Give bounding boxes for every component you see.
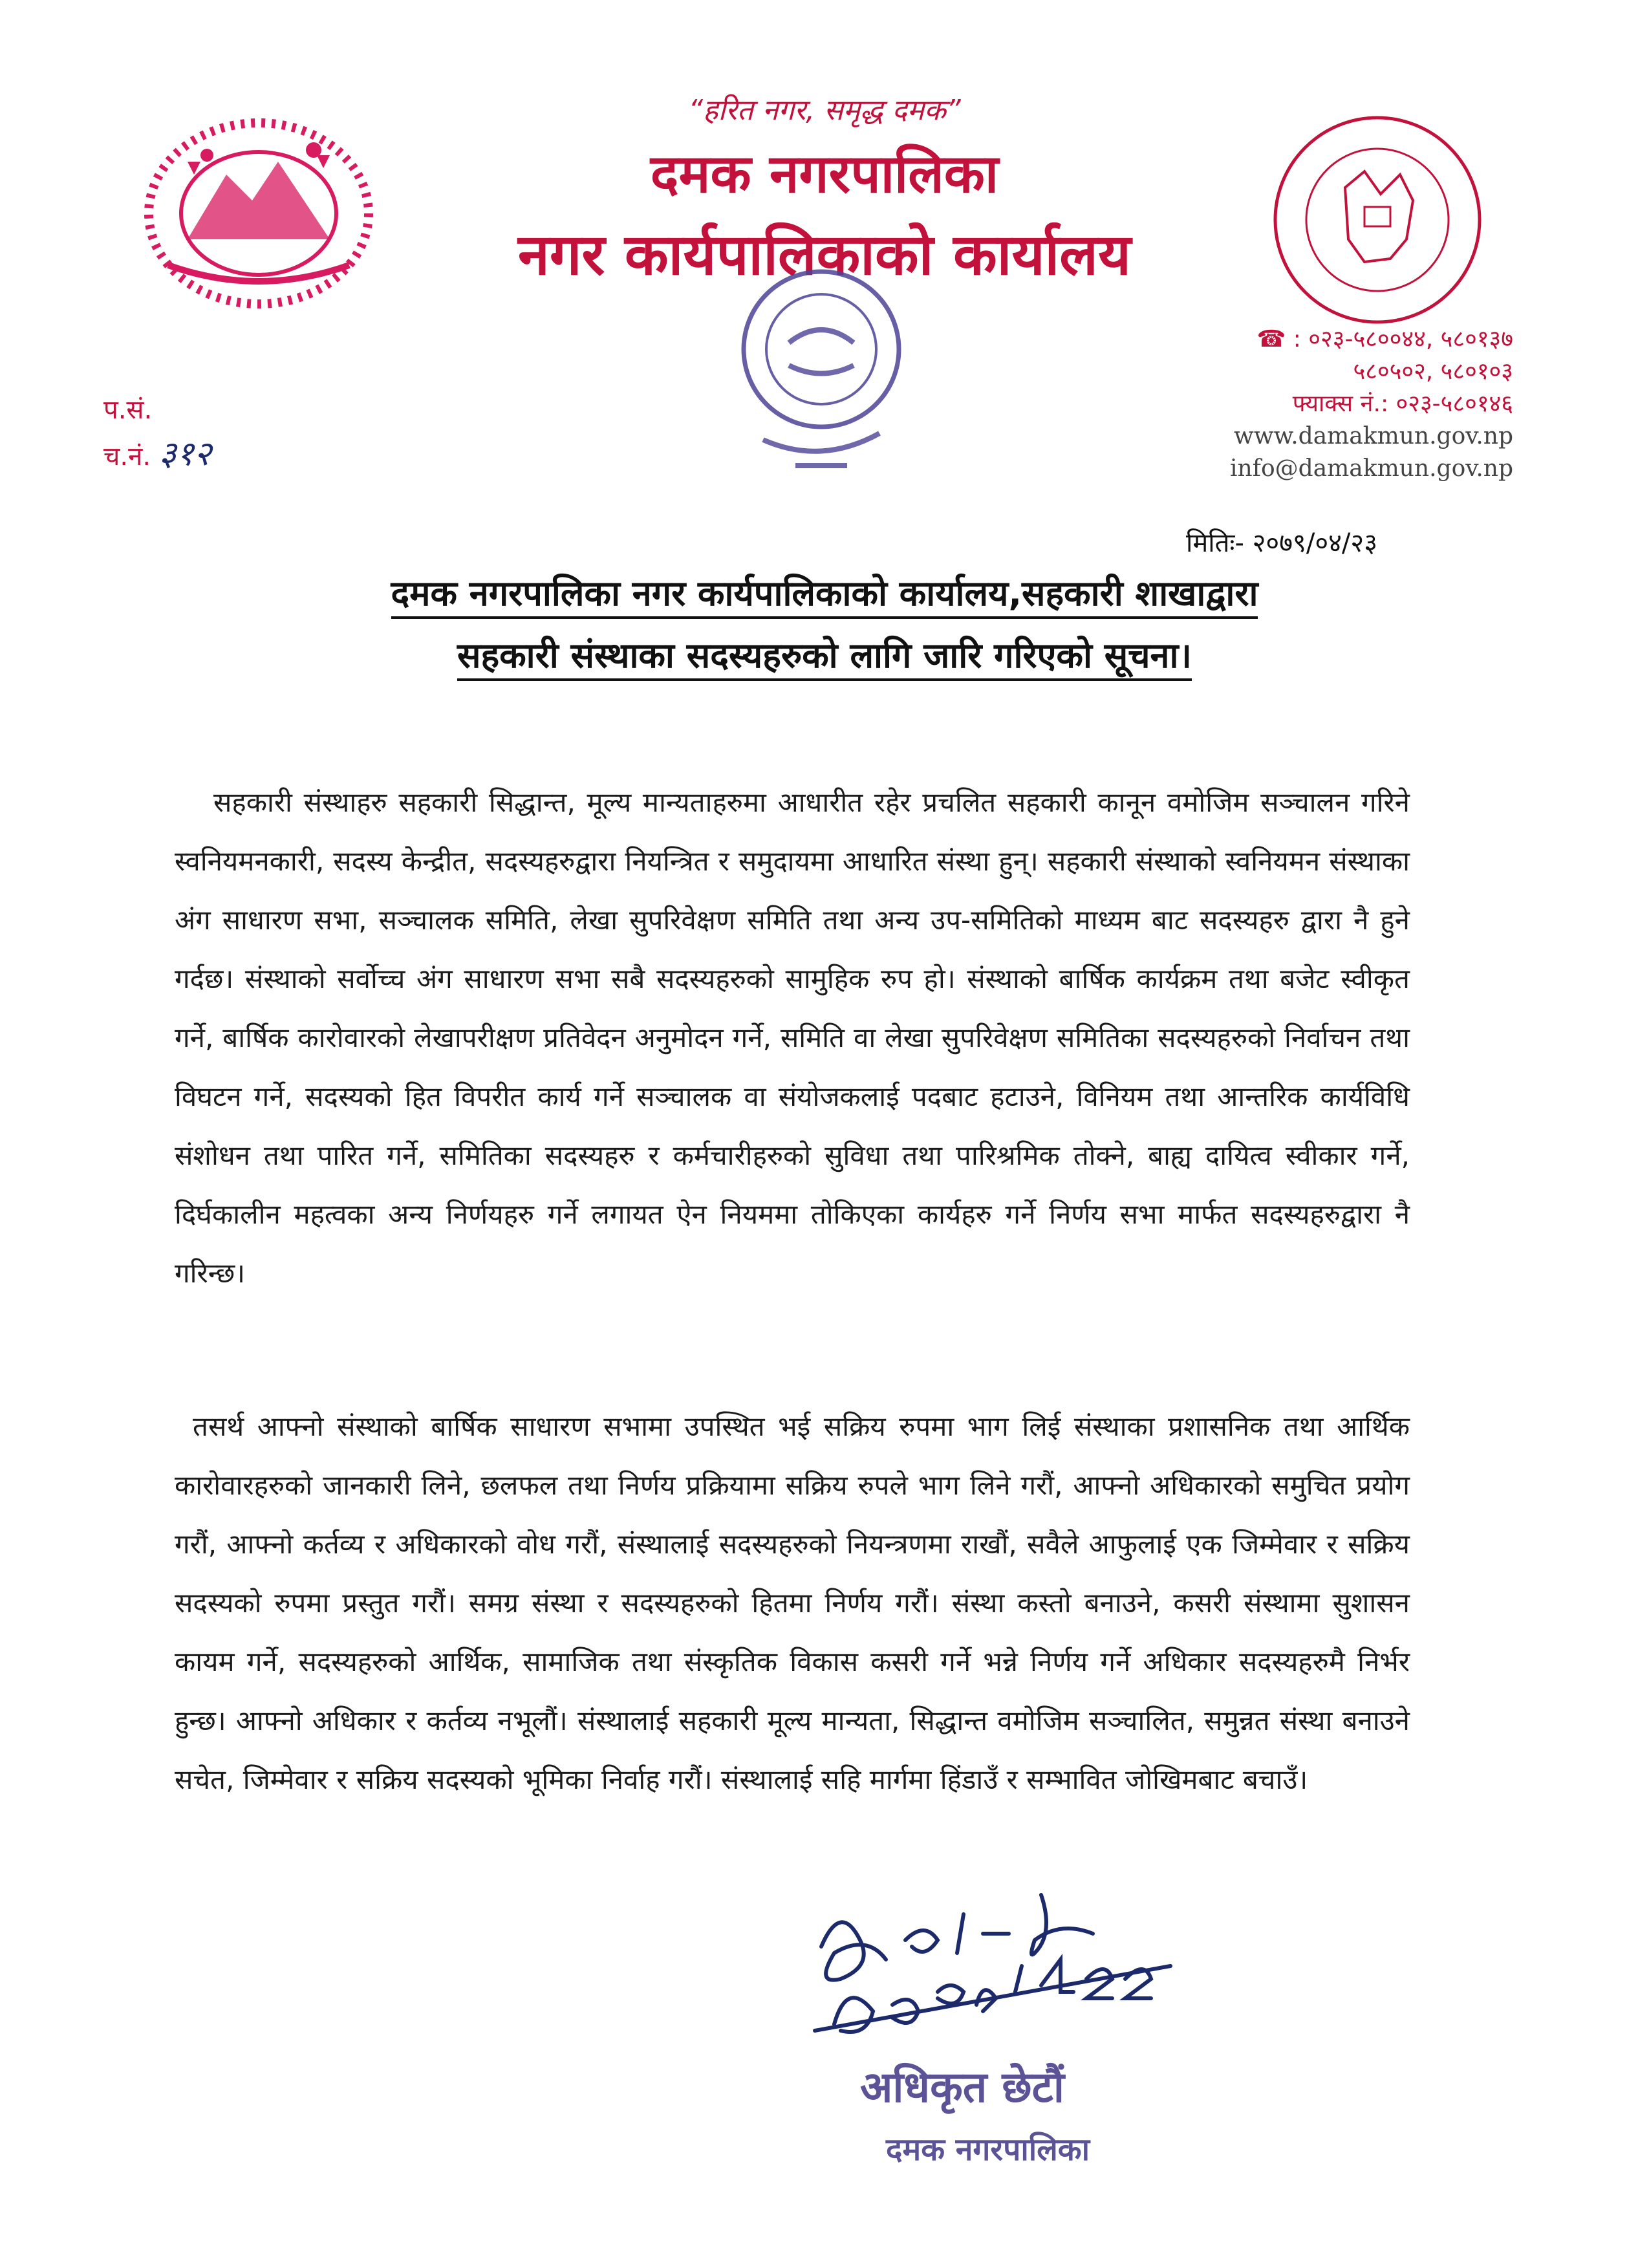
notice-subject — [0, 563, 1649, 687]
contact-block — [1230, 323, 1513, 485]
signer-organization: दमक नगरपालिका — [886, 2132, 1090, 2168]
date-line: मितिः- २०७९/०४/२३ — [1185, 528, 1377, 558]
body-paragraph-2: तसर्थ आफ्नो संस्थाको बार्षिक साधारण सभामा उपस्थित भई सक्रिय रुपमा भाग लिई संस्थाका प्रशासनिक तथा आर्थिक कारोवारहरुको जानकारी लिने, छलफल तथा निर्णय प्रक्रियामा सक्रिय रुपले भाग लिने गरौं, आफ्नो अधिकारको समुचित प्रयोग गरौं, आफ्नो कर्तव्य र अधिकारको वोध गरौं, संस्थालाई सदस्यहरुको नियन्त्रणमा राखौं, सवैले आफुलाई एक जिम्मेवार र सक्रिय सदस्यको रुपमा प्रस्तुत गरौं। समग्र संस्था र सदस्यहरुको हितमा निर्णय गरौं। संस्था कस्तो बनाउने, कसरी संस्थामा सुशासन कायम गर्ने, सदस्यहरुको आर्थिक, सामाजिक तथा संस्कृतिक विकास कसरी गर्ने भन्ने निर्णय गर्ने अधिकार सदस्यहरुमै निर्भर हुन्छ। आफ्नो अधिकार र कर्तव्य नभूलौं। संस्थालाई सहकारी मूल्य मान्यता, सिद्धान्त वमोजिम सञ्चालित, समुन्नत संस्था बनाउने सचेत, जिम्मेवार र सक्रिय सदस्यको भूमिका निर्वाह गरौं। संस्थालाई सहि मार्गमा हिंडाउँ र सम्भावित जोखिमबाट बचाउँ। — [175, 1410, 1410, 1795]
reference-block — [103, 388, 211, 479]
chalani-row — [103, 432, 211, 479]
office-name: नगर कार्यपालिकाको कार्यालय — [518, 221, 1131, 288]
patra-sankhya-label: प.सं. — [103, 395, 153, 425]
email-link[interactable]: info@damakmun.gov.np — [1229, 455, 1513, 482]
organization-name: दमक नगरपालिका — [650, 144, 999, 205]
chalani-label: च.नं. — [103, 442, 151, 471]
office-stamp-icon — [685, 252, 957, 485]
phone-line-continued: ५८०५०२, ५८०१०३ — [1353, 358, 1513, 385]
signer-title: अधिकृत छेटौं — [860, 2062, 1065, 2112]
website-link[interactable]: www.damakmun.gov.np — [1234, 423, 1513, 449]
phone-line: ☎ : ०२३-५८००४४, ५८०१३७ — [1256, 326, 1513, 352]
subject-line-1: दमक नगरपालिका नगर कार्यपालिकाको कार्यालय,सहकारी शाखाद्वारा — [391, 573, 1258, 619]
damak-municipality-seal-icon — [1267, 110, 1487, 330]
tagline: “हरित नगर, समृद्ध दमक” — [688, 94, 961, 127]
body-paragraph-1: सहकारी संस्थाहरु सहकारी सिद्धान्त, मूल्य मान्यताहरुमा आधारीत रहेर प्रचलित सहकारी कानून वमोजिम सञ्चालन गरिने स्वनियमनकारी, सदस्य केन्द्रीत, सदस्यहरुद्वारा नियन्त्रित र समुदायमा आधारित संस्था हुन्। सहकारी संस्थाको स्वनियमन संस्थाका अंग साधारण सभा, सञ्चालक समिति, लेखा सुपरिवेक्षण समिति तथा अन्य उप-समितिको माध्यम बाट सदस्यहरु द्वारा नै हुने गर्दछ। संस्थाको सर्वोच्च अंग साधारण सभा सबै सदस्यहरुको सामुहिक रुप हो। संस्थाको बार्षिक कार्यक्रम तथा बजेट स्वीकृत गर्ने, बार्षिक कारोवारको लेखापरीक्षण प्रतिवेदन अनुमोदन गर्ने, समिति वा लेखा सुपरिवेक्षण समितिका सदस्यहरुको निर्वाचन तथा विघटन गर्ने, सदस्यको हित विपरीत कार्य गर्ने सञ्चालक वा संयोजकलाई पदबाट हटाउने, विनियम तथा आन्तरिक कार्यविधि संशोधन तथा पारित गर्ने, समितिका सदस्यहरु र कर्मचारीहरुको सुविधा तथा पारिश्रमिक तोक्ने, बाह्य दायित्व स्वीकार गर्ने, दिर्घकालीन महत्वका अन्य निर्णयहरु गर्ने लगायत ऐन नियममा तोकिएका कार्यहरु गर्ने निर्णय सभा मार्फत सदस्यहरुद्वारा नै गरिन्छ। — [175, 786, 1410, 1289]
fax-line: फ्याक्स नं.: ०२३-५८०१४६ — [1292, 391, 1513, 417]
chalani-number: ३१२ — [158, 435, 211, 473]
subject-line-2: सहकारी संस्थाका सदस्यहरुको लागि जारि गरिएको सूचना। — [457, 635, 1192, 681]
